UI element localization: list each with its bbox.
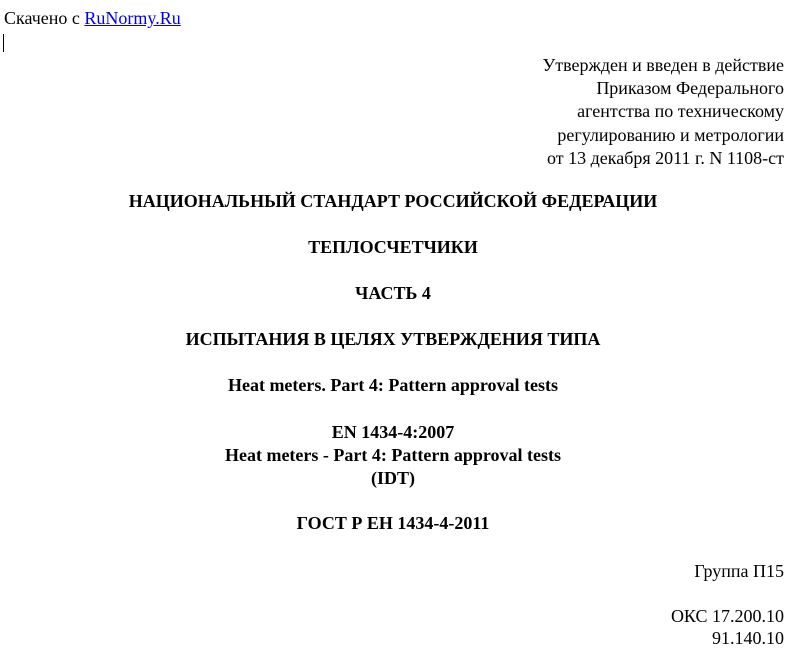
approval-line-5: от 13 декабря 2011 г. N 1108-ст: [546, 147, 784, 168]
en-code: EN 1434-4:2007: [331, 422, 455, 442]
topic-heading: ИСПЫТАНИЯ В ЦЕЛЯХ УТВЕРЖДЕНИЯ ТИПА: [185, 329, 601, 349]
download-source-line: [4, 8, 181, 28]
oks-code-2: 91.140.10: [712, 628, 784, 648]
national-standard-heading: НАЦИОНАЛЬНЫЙ СТАНДАРТ РОССИЙСКОЙ ФЕДЕРАЦИИ: [128, 191, 658, 211]
runormy-link[interactable]: RuNormy.Ru: [84, 8, 181, 28]
idt-marker: (IDT): [371, 468, 415, 488]
english-title: Heat meters. Part 4: Pattern approval tests: [227, 375, 559, 395]
en-title: Heat meters - Part 4: Pattern approval tests: [224, 445, 562, 465]
approval-line-2: Приказом Федерального: [596, 78, 784, 99]
text-cursor: [3, 34, 4, 52]
approval-line-4: регулированию и метрологии: [557, 124, 784, 145]
subject-heading: ТЕПЛОСЧЕТЧИКИ: [308, 237, 478, 257]
group-label: Группа П15: [694, 561, 784, 581]
gost-code: ГОСТ Р ЕН 1434-4-2011: [296, 513, 490, 533]
download-prefix: Скачено с: [4, 8, 85, 28]
approval-line-1: Утвержден и введен в действие: [542, 55, 784, 75]
part-heading: ЧАСТЬ 4: [355, 283, 431, 303]
approval-line-3: агентства по техническому: [577, 101, 784, 122]
approval-block: [542, 54, 784, 170]
oks-code-1: ОКС 17.200.10: [670, 606, 784, 626]
